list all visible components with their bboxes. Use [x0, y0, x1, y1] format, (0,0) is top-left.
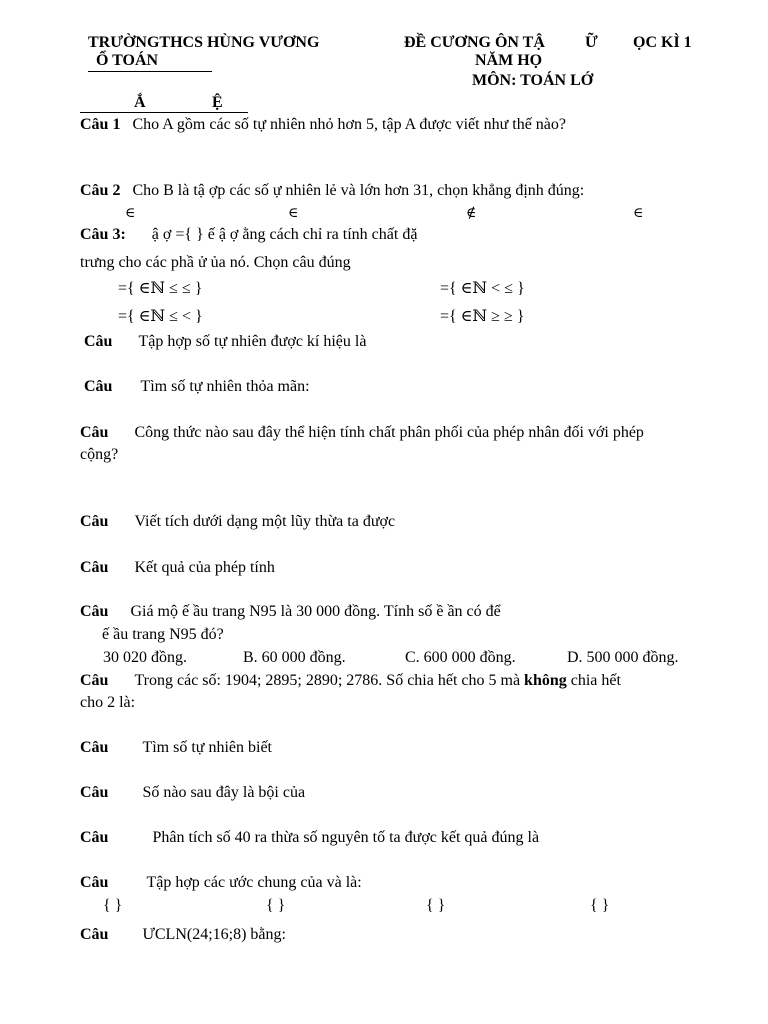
- option-b: B. 60 000 đồng.: [243, 649, 346, 666]
- option-d: ={ ∈ℕ ≥ ≥ }: [440, 308, 525, 325]
- question-1: [80, 116, 566, 134]
- question-label: Câu 2: [80, 182, 121, 199]
- school-year: NĂM HỌ: [475, 52, 543, 69]
- question-label: Câu 1: [80, 116, 121, 133]
- option-d: ∈: [633, 206, 644, 221]
- question-text: Tìm số tự nhiên thỏa mãn:: [140, 378, 310, 395]
- question-text: Tập hợp số tự nhiên được kí hiệu là: [138, 333, 367, 350]
- question-text: Số nào sau đây là bội của: [142, 784, 306, 801]
- school-name: TRƯỜNGTHCS HÙNG VƯƠNG: [88, 34, 320, 51]
- question-text: Giá mộ ế ầu trang N95 là 30 000 đồng. Tính số ề ần có để: [130, 603, 501, 620]
- question-10-line-2: cho 2 là:: [80, 694, 136, 711]
- section-heading-2: Ệ: [212, 94, 223, 111]
- question-label: Câu: [80, 926, 109, 943]
- option-d: D. 500 000 đồng.: [567, 649, 679, 666]
- doc-title-part2: Ữ: [585, 34, 598, 51]
- question-text: Phân tích số 40 ra thừa số nguyên tố ta được kết quả đúng là: [152, 829, 540, 846]
- question-text: Cho A gồm các số tự nhiên nhỏ hơn 5, tập A được viết như thế nào?: [132, 116, 566, 133]
- option-c: { }: [426, 897, 446, 914]
- option-c: ={ ∈ℕ ≤ < }: [118, 308, 203, 325]
- question-label: Câu: [80, 603, 109, 620]
- question-11: [80, 739, 272, 757]
- section-underline: [80, 112, 248, 113]
- option-b: ∈: [288, 206, 299, 221]
- question-4: [84, 333, 366, 351]
- section-heading: Ắ: [134, 94, 146, 111]
- question-7: [80, 513, 395, 531]
- question-label: Câu: [84, 333, 113, 350]
- question-3-line-2: trưng cho các phầ ử ủa nó. Chọn câu đúng: [80, 254, 351, 271]
- question-6-line-2: cộng?: [80, 446, 119, 463]
- question-10: [80, 672, 621, 690]
- group-name: Ổ TOÁN: [96, 52, 159, 69]
- question-label: Câu: [80, 829, 109, 846]
- question-8: [80, 559, 275, 577]
- option-a: ={ ∈ℕ ≤ ≤ }: [118, 280, 203, 297]
- question-text-end: chia hết: [566, 672, 621, 689]
- option-a: 30 020 đồng.: [103, 649, 187, 666]
- question-label: Câu: [80, 559, 109, 576]
- option-c: ∉: [466, 206, 477, 221]
- question-text: Cho B là tậ ợp các số ự nhiên lẻ và lớn hơn 31, chọn khẳng định đúng:: [132, 182, 585, 199]
- question-text: ƯCLN(24;16;8) bằng:: [142, 926, 286, 943]
- doc-title: ĐỀ CƯƠNG ÔN TẬ: [404, 34, 545, 51]
- question-6: [80, 424, 644, 442]
- option-b: { }: [266, 897, 286, 914]
- question-9: [80, 603, 501, 621]
- question-13: [80, 829, 539, 847]
- option-c: C. 600 000 đồng.: [405, 649, 516, 666]
- question-text: Công thức nào sau đây thể hiện tính chất phân phối của phép nhân đối với phép: [134, 424, 644, 441]
- question-label: Câu: [80, 739, 109, 756]
- question-2: [80, 182, 584, 200]
- question-label: Câu: [80, 424, 109, 441]
- question-9-line-2: ế ầu trang N95 đó?: [102, 626, 224, 643]
- question-12: [80, 784, 305, 802]
- question-label: Câu: [80, 672, 109, 689]
- question-label: Câu: [80, 513, 109, 530]
- option-d: { }: [590, 897, 610, 914]
- question-text-emphasis: không: [524, 672, 567, 689]
- question-text: Tập hợp các ước chung của và là:: [146, 874, 362, 891]
- question-label: Câu: [84, 378, 113, 395]
- option-a: ∈: [125, 206, 136, 221]
- doc-title-part3: ỌC KÌ 1: [633, 34, 692, 51]
- question-label: Câu: [80, 784, 109, 801]
- question-label: Câu 3:: [80, 226, 126, 243]
- question-3: [80, 226, 417, 244]
- question-text: Tìm số tự nhiên biết: [142, 739, 272, 756]
- group-underline: [88, 71, 212, 72]
- question-15: [80, 926, 286, 944]
- question-text: ậ ợ ={ } ế ậ ợ ằng cách chỉ ra tính chất đặ: [151, 226, 418, 243]
- option-b: ={ ∈ℕ < ≤ }: [440, 280, 525, 297]
- option-a: { }: [103, 897, 123, 914]
- question-label: Câu: [80, 874, 109, 891]
- subject: MÔN: TOÁN LỚ: [472, 72, 594, 89]
- question-14: [80, 874, 362, 892]
- question-text: Viết tích dưới dạng một lũy thừa ta được: [134, 513, 396, 530]
- question-text: Kết quả của phép tính: [134, 559, 275, 576]
- question-text: Trong các số: 1904; 2895; 2890; 2786. Số chia hết cho 5 mà: [134, 672, 525, 689]
- question-5: [84, 378, 310, 396]
